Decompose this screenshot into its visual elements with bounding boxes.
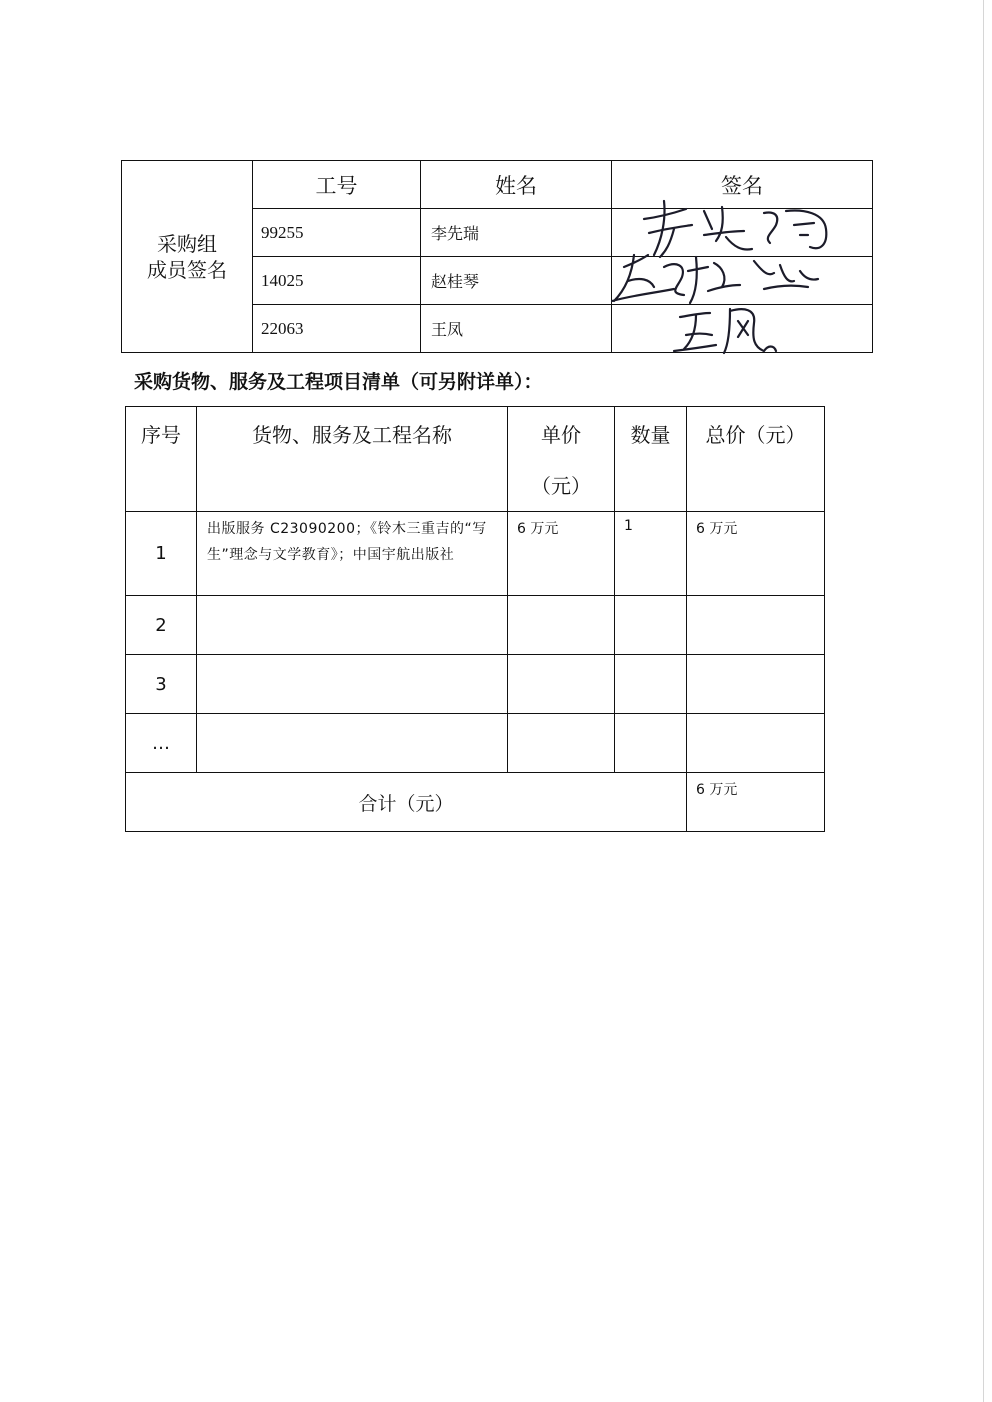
- header-total: 总价（元）: [687, 407, 825, 512]
- header-unit-price-label: 单价: [541, 423, 581, 447]
- member-id: 22063: [253, 305, 421, 353]
- table-row: [126, 714, 825, 773]
- item-quantity: [615, 596, 687, 655]
- side-label-line1: 采购组: [157, 231, 217, 256]
- item-unit-price: [508, 714, 615, 773]
- section-heading: 采购货物、服务及工程项目清单（可另附详单）：: [134, 371, 543, 393]
- item-seq: 1: [126, 512, 197, 596]
- header-id: 工号: [253, 161, 421, 209]
- side-label-line2: 成员签名: [147, 257, 227, 282]
- sum-value: 6 万元: [687, 773, 825, 832]
- table-row: [126, 655, 825, 714]
- header-item-name: 货物、服务及工程名称: [197, 407, 508, 512]
- item-name: [197, 596, 508, 655]
- table-row: [126, 596, 825, 655]
- item-name: [197, 655, 508, 714]
- table-row: [126, 512, 825, 596]
- item-unit-price: 6 万元: [508, 512, 615, 596]
- member-signature: [612, 305, 873, 353]
- members-side-label: [122, 161, 253, 353]
- sum-label: 合计（元）: [126, 773, 687, 832]
- member-id: 14025: [253, 257, 421, 305]
- header-seq: 序号: [126, 407, 197, 512]
- items-header-row: [126, 407, 825, 512]
- item-quantity: 1: [615, 512, 687, 596]
- item-name: [197, 714, 508, 773]
- handwritten-signature-3: [604, 285, 884, 357]
- items-table: [125, 406, 825, 832]
- item-seq: …: [126, 714, 197, 773]
- header-name: 姓名: [421, 161, 612, 209]
- member-id: 99255: [253, 209, 421, 257]
- header-unit-price: [508, 407, 615, 512]
- members-table: [121, 160, 873, 353]
- sum-row: [126, 773, 825, 832]
- header-signature: 签名: [612, 161, 873, 209]
- header-unit-price-unit: （元）: [531, 474, 591, 498]
- item-seq: 2: [126, 596, 197, 655]
- item-quantity: [615, 714, 687, 773]
- item-total: [687, 655, 825, 714]
- item-total: [687, 714, 825, 773]
- member-name: 李先瑞: [421, 209, 612, 257]
- item-total: [687, 596, 825, 655]
- scan-edge-line: [983, 0, 984, 1402]
- item-unit-price: [508, 596, 615, 655]
- item-seq: 3: [126, 655, 197, 714]
- item-unit-price: [508, 655, 615, 714]
- item-total: 6 万元: [687, 512, 825, 596]
- item-name: 出版服务 C23090200；《铃木三重吉的“写生”理念与文学教育》；中国宇航出版社: [197, 512, 508, 596]
- item-quantity: [615, 655, 687, 714]
- header-quantity: 数量: [615, 407, 687, 512]
- member-name: 王凤: [421, 305, 612, 353]
- member-name: 赵桂琴: [421, 257, 612, 305]
